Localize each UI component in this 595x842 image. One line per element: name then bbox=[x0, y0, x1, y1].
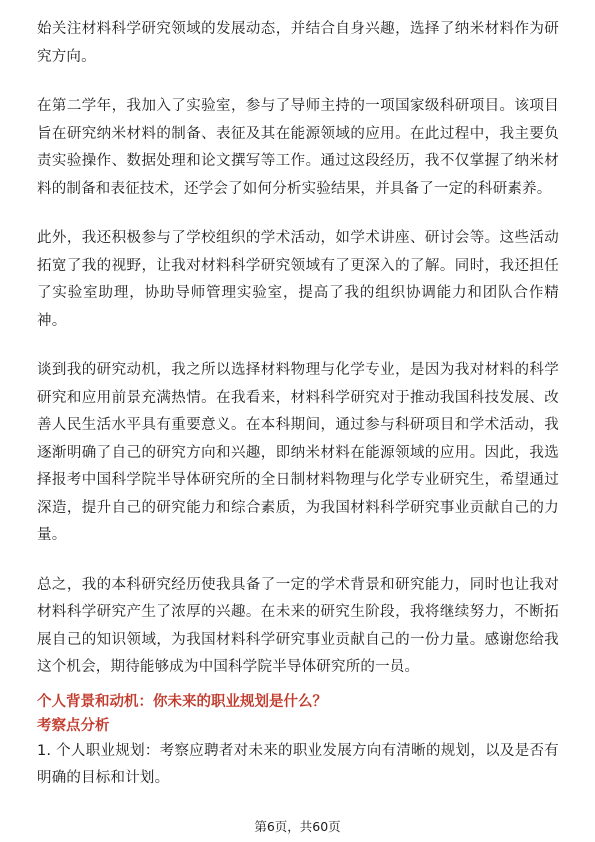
section-heading: 个人背景和动机：你未来的职业规划是什么？ bbox=[37, 693, 327, 710]
paragraph: 谈到我的研究动机，我之所以选择材料物理与化学专业，是因为我对材料的科学研究和应用前景充满热情。在我看来，材料科学研究对于推动我国科技发展、改善人民生活水平具有重要意义。在本科期间，通过参与科研项目和学术活动，我逐渐明确了自己的研究方向和兴趣，即纳米材料在能源领域的应用。因此，我选择报考中国科学院半导体研究所的全日制材料物理与化学专业研究生，希望通过深造，提升自己的研究能力和综合素质，为我国材料科学研究事业贡献自己的力量。 bbox=[37, 362, 559, 543]
list-item: 1. 个人职业规划：考察应聘者对未来的职业发展方向有清晰的规划，以及是否有明确的目标和计划。 bbox=[37, 742, 559, 786]
sub-heading: 考察点分析 bbox=[37, 717, 110, 734]
page-footer: 第6页，共60页 bbox=[254, 819, 341, 834]
page-content bbox=[37, 16, 559, 793]
paragraph: 始关注材料科学研究领域的发展动态，并结合自身兴趣，选择了纳米材料作为研究方向。 bbox=[37, 21, 559, 65]
paragraph: 在第二学年，我加入了实验室，参与了导师主持的一项国家级科研项目。该项目旨在研究纳米材料的制备、表征及其在能源领域的应用。在此过程中，我主要负责实验操作、数据处理和论文撰写等工作。通过这段经历，我不仅掌握了纳米材料的制备和表征技术，还学会了如何分析实验结果，并具备了一定的科研素养。 bbox=[37, 98, 559, 197]
paragraph: 总之，我的本科研究经历使我具备了一定的学术背景和研究能力，同时也让我对材料科学研究产生了浓厚的兴趣。在未来的研究生阶段，我将继续努力，不断拓展自己的知识领域，为我国材料科学研究事业贡献自己的一份力量。感谢您给我这个机会，期待能够成为中国科学院半导体研究所的一员。 bbox=[37, 576, 559, 675]
paragraph: 此外，我还积极参与了学校组织的学术活动，如学术讲座、研讨会等。这些活动拓宽了我的视野，让我对材料科学研究领域有了更深入的了解。同时，我还担任了实验室助理，协助导师管理实验室，提高了我的组织协调能力和团队合作精神。 bbox=[37, 230, 559, 329]
